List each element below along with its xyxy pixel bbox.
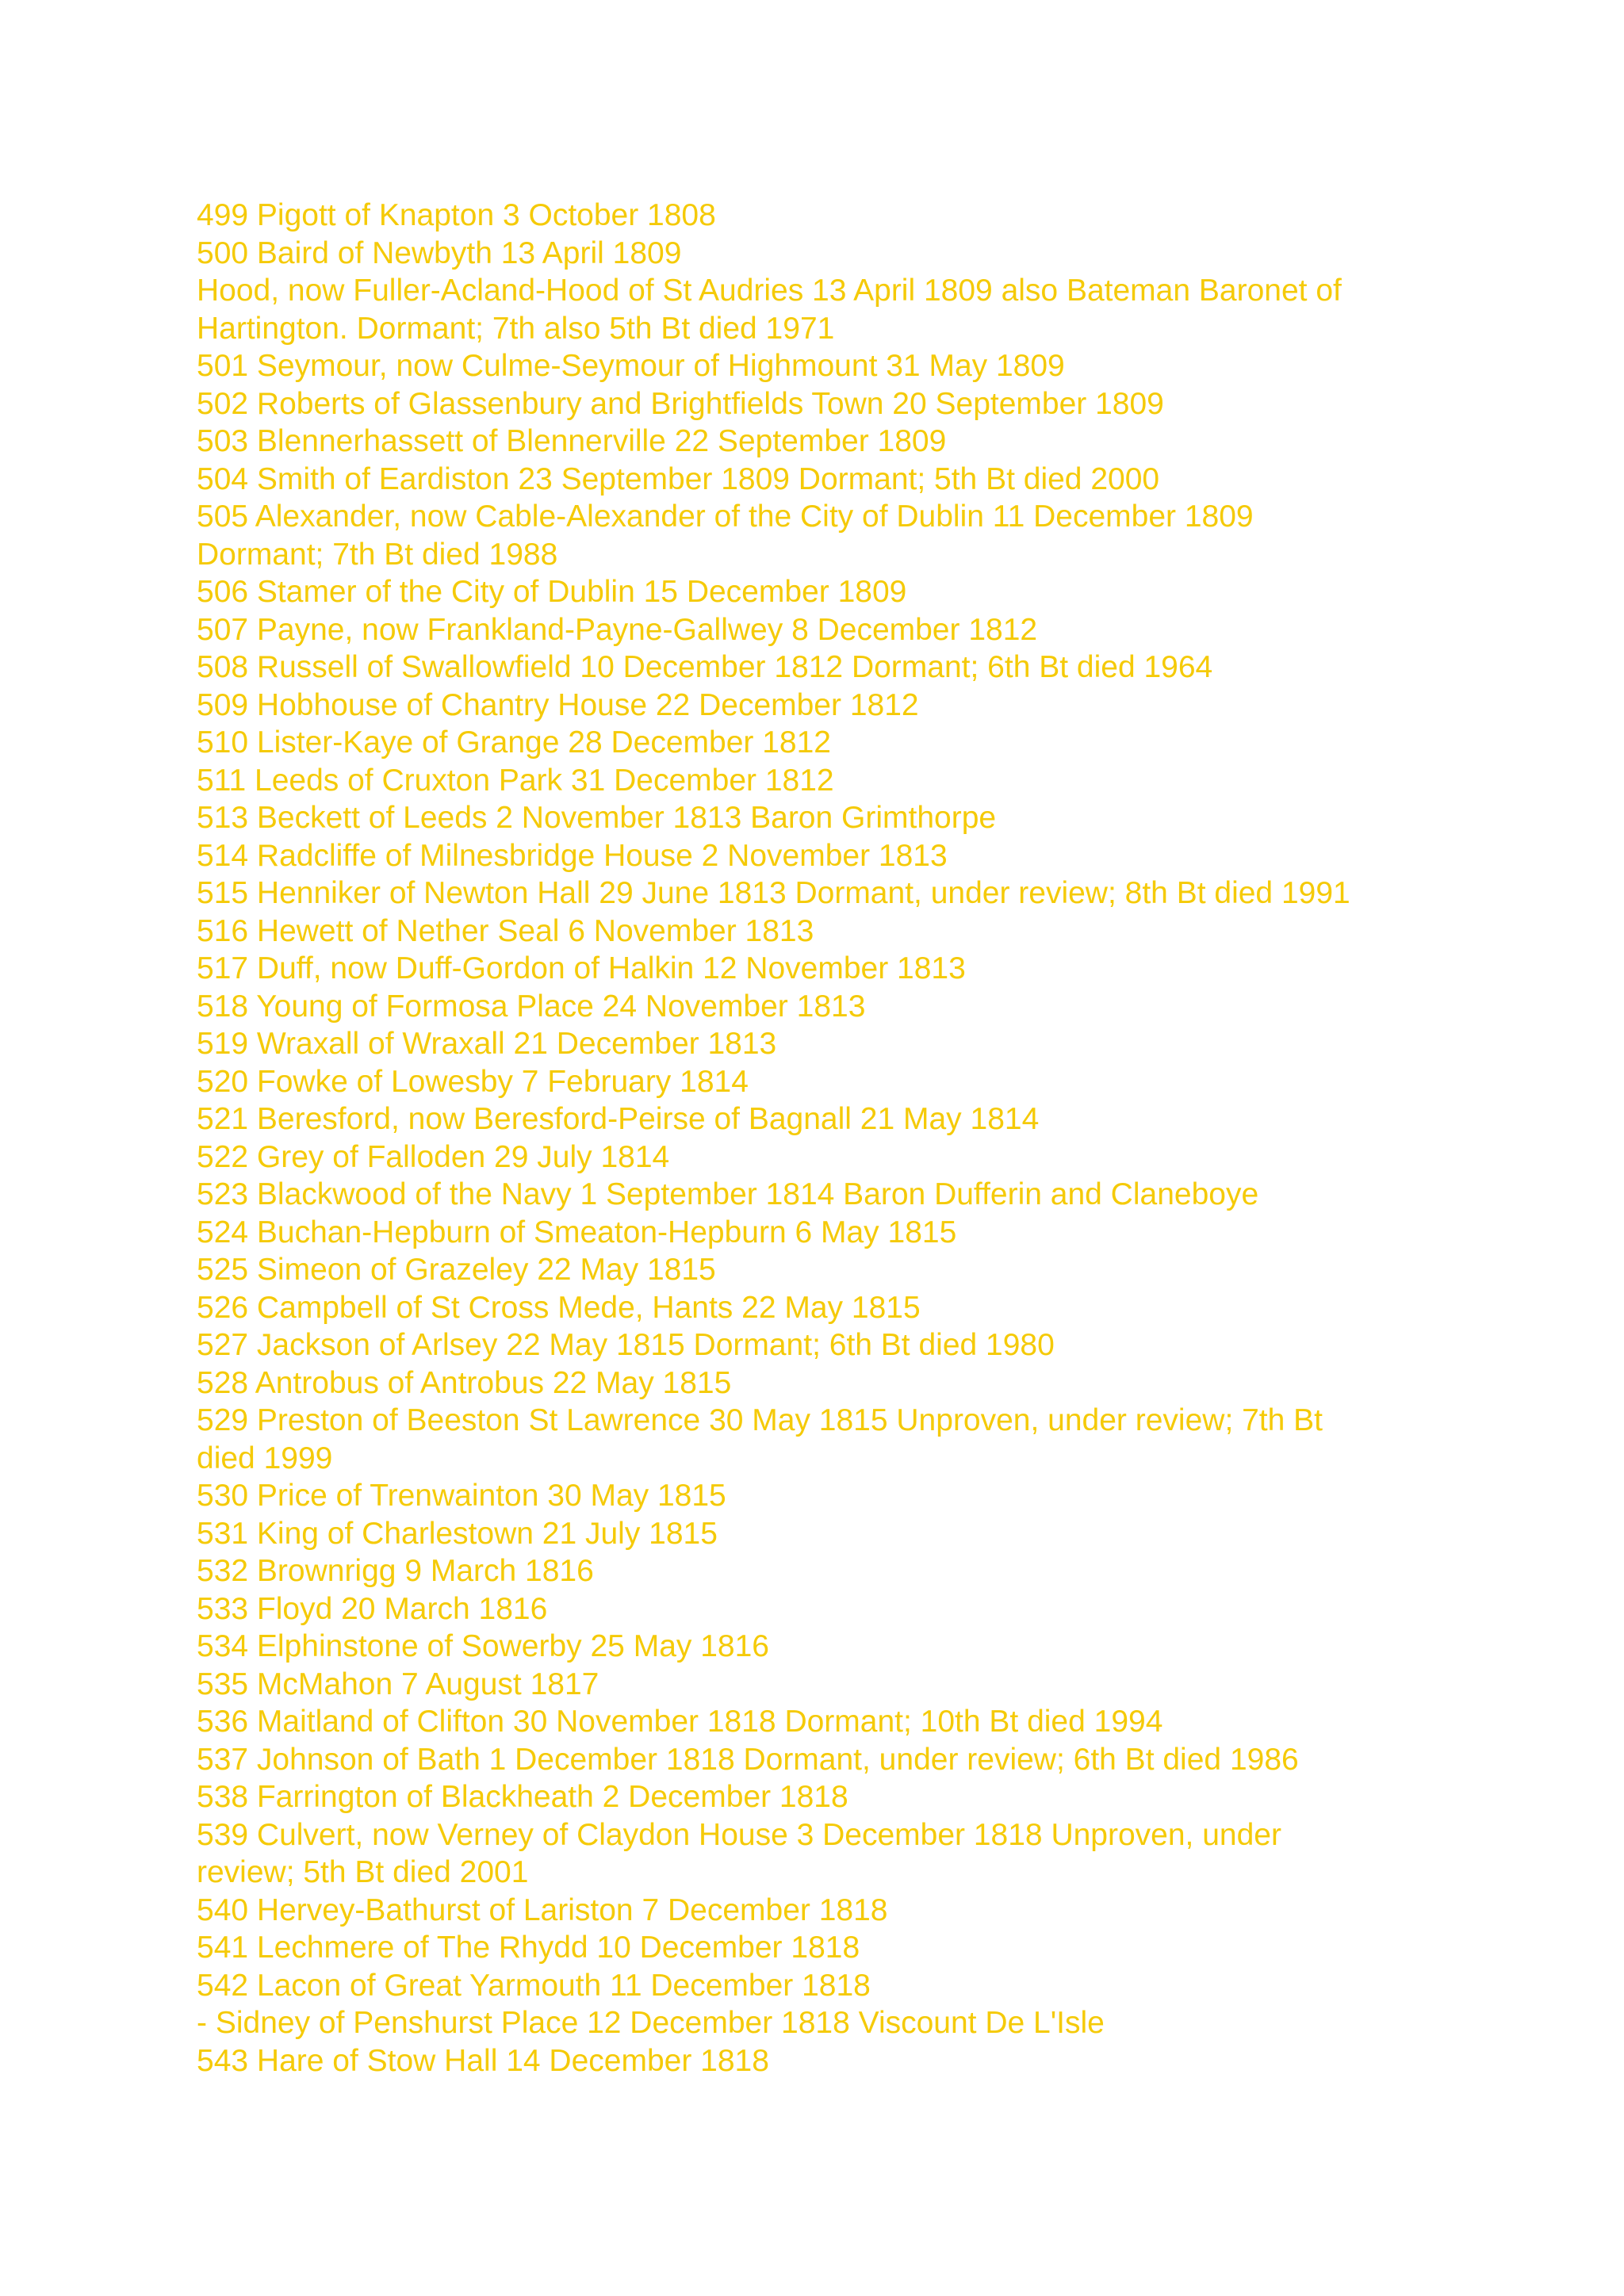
list-line: 504 Smith of Eardiston 23 September 1809 Dormant; 5th Bt died 2000 [197, 461, 1160, 496]
list-line: 538 Farrington of Blackheath 2 December 1818 [197, 1780, 848, 1814]
list-line: 535 McMahon 7 August 1817 [197, 1667, 599, 1701]
list-line: 506 Stamer of the City of Dublin 15 December 1809 [197, 575, 907, 609]
list-line: 526 Campbell of St Cross Mede, Hants 22 May 1815 [197, 1290, 921, 1325]
list-line: 503 Blennerhassett of Blennerville 22 September 1809 [197, 424, 947, 458]
list-line: 523 Blackwood of the Navy 1 September 1814 Baron Dufferin and Claneboye [197, 1177, 1259, 1211]
list-line: 508 Russell of Swallowfield 10 December 1812 Dormant; 6th Bt died 1964 [197, 650, 1213, 684]
list-line: died 1999 [197, 1441, 333, 1475]
list-line: Dormant; 7th Bt died 1988 [197, 537, 558, 572]
list-line: 537 Johnson of Bath 1 December 1818 Dormant, under review; 6th Bt died 1986 [197, 1742, 1299, 1777]
list-line: 507 Payne, now Frankland-Payne-Gallwey 8 December 1812 [197, 612, 1038, 647]
list-line: 510 Lister-Kaye of Grange 28 December 1812 [197, 725, 831, 760]
list-line: 541 Lechmere of The Rhydd 10 December 1818 [197, 1931, 860, 1965]
list-line: 527 Jackson of Arlsey 22 May 1815 Dormant; 6th Bt died 1980 [197, 1328, 1055, 1362]
list-line: 536 Maitland of Clifton 30 November 1818 Dormant; 10th Bt died 1994 [197, 1705, 1163, 1739]
list-line: Hood, now Fuller-Acland-Hood of St Audries 13 April 1809 also Bateman Baronet of [197, 274, 1342, 308]
list-line: 532 Brownrigg 9 March 1816 [197, 1554, 594, 1588]
list-line: Hartington. Dormant; 7th also 5th Bt died 1971 [197, 311, 835, 346]
list-line: 501 Seymour, now Culme-Seymour of Highmount 31 May 1809 [197, 349, 1065, 383]
document-page [197, 197, 1434, 2080]
list-line: 518 Young of Formosa Place 24 November 1813 [197, 989, 866, 1024]
list-line: 539 Culvert, now Verney of Claydon House 3 December 1818 Unproven, under [197, 1817, 1281, 1852]
list-line: 542 Lacon of Great Yarmouth 11 December 1818 [197, 1968, 871, 2003]
list-line: 513 Beckett of Leeds 2 November 1813 Baron Grimthorpe [197, 801, 997, 835]
list-line: 522 Grey of Falloden 29 July 1814 [197, 1139, 670, 1174]
baronetcy-list [197, 197, 1434, 2080]
list-line: 520 Fowke of Lowesby 7 February 1814 [197, 1064, 749, 1099]
list-line: 524 Buchan-Hepburn of Smeaton-Hepburn 6 May 1815 [197, 1215, 957, 1249]
list-line: 531 King of Charlestown 21 July 1815 [197, 1516, 718, 1551]
list-line: 500 Baird of Newbyth 13 April 1809 [197, 235, 682, 270]
list-line: 499 Pigott of Knapton 3 October 1808 [197, 198, 716, 232]
list-line: 516 Hewett of Nether Seal 6 November 1813 [197, 913, 814, 948]
list-line: 530 Price of Trenwainton 30 May 1815 [197, 1479, 726, 1513]
list-line: 505 Alexander, now Cable-Alexander of the City of Dublin 11 December 1809 [197, 499, 1254, 534]
list-line: 502 Roberts of Glassenbury and Brightfields Town 20 September 1809 [197, 386, 1164, 421]
list-line: review; 5th Bt died 2001 [197, 1855, 529, 1889]
list-line: 543 Hare of Stow Hall 14 December 1818 [197, 2043, 769, 2078]
list-line: 514 Radcliffe of Milnesbridge House 2 November 1813 [197, 838, 948, 873]
list-line: 529 Preston of Beeston St Lawrence 30 May 1815 Unproven, under review; 7th Bt [197, 1403, 1323, 1437]
list-line: - Sidney of Penshurst Place 12 December 1818 Viscount De L'Isle [197, 2006, 1105, 2040]
list-line: 528 Antrobus of Antrobus 22 May 1815 [197, 1365, 732, 1400]
list-line: 511 Leeds of Cruxton Park 31 December 1812 [197, 763, 834, 798]
list-line: 533 Floyd 20 March 1816 [197, 1591, 548, 1626]
list-line: 521 Beresford, now Beresford-Peirse of Bagnall 21 May 1814 [197, 1102, 1040, 1136]
list-line: 509 Hobhouse of Chantry House 22 December 1812 [197, 687, 919, 722]
list-line: 540 Hervey-Bathurst of Lariston 7 December 1818 [197, 1892, 888, 1927]
list-line: 515 Henniker of Newton Hall 29 June 1813 Dormant, under review; 8th Bt died 1991 [197, 876, 1350, 910]
list-line: 517 Duff, now Duff-Gordon of Halkin 12 November 1813 [197, 951, 966, 985]
list-line: 534 Elphinstone of Sowerby 25 May 1816 [197, 1629, 769, 1663]
list-line: 519 Wraxall of Wraxall 21 December 1813 [197, 1027, 777, 1061]
list-line: 525 Simeon of Grazeley 22 May 1815 [197, 1253, 716, 1287]
